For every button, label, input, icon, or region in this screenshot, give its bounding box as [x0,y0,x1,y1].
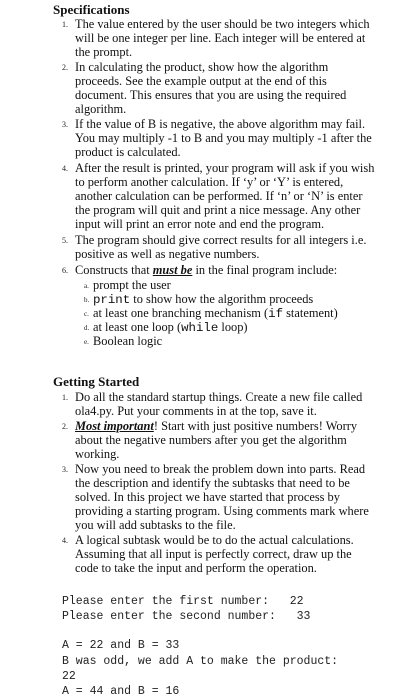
gs-item-3-line-4: providing a starting program. Using comments mark where [75,504,369,518]
subitem-c-text-end: statement) [283,306,338,320]
spec-item-3-line-1: If the value of B is negative, the above algorithm may fail. [75,117,366,131]
subitem-d-line [93,320,248,335]
spec-item-4-line-2: to perform another calculation. If ‘y’ or ‘Y’ is entered, [75,175,344,189]
spec-item-4-line-5: input will print an error note and end the program. [75,217,325,231]
spec-item-6-emphasis: must be [152,263,193,277]
spec-item-4-line-3: another calculation can be performed. If ‘n’ or ‘N’ is enter [75,189,363,203]
spec-item-2-line-3: document. This ensures that you are using the required [75,88,347,102]
gs-item-4-number: 4. [62,536,68,545]
sample-output-line-5: B was odd, we add A to make the product: [62,655,339,668]
spec-item-4-line-4: the program will quit and print a nice message. Any other [75,203,361,217]
subitem-d-text-end: loop) [218,320,248,334]
sample-output-line-1: Please enter the first number: 22 [62,595,304,608]
subitem-c-line [93,306,338,321]
spec-item-5-line-2: positive as well as negative numbers. [75,247,260,261]
spec-item-5-line-1: The program should give correct results for all integers i.e. [75,233,367,247]
subitem-a-letter: a. [84,282,89,290]
gs-item-4-line-3: code to take the input and perform the operation. [75,561,317,575]
gs-item-2-line-1 [75,419,357,433]
getting-started-heading: Getting Started [53,374,140,389]
subitem-b-text: to show how the algorithm proceeds [130,292,314,306]
subitem-d-letter: d. [84,324,90,332]
spec-item-3-number: 3. [62,120,68,129]
spec-item-3-line-3: product is calculated. [75,145,181,159]
subitem-c-code: if [268,307,284,321]
gs-item-3-line-2: the description and identify the subtasks that need to be [75,476,350,490]
gs-item-3-line-1: Now you need to break the problem down into parts. Read [75,462,366,476]
gs-item-1-line-1: Do all the standard startup things. Create a new file called [75,390,363,404]
subitem-d-text: at least one loop ( [93,320,182,334]
spec-item-2-line-4: algorithm. [75,102,127,116]
subitem-d-code: while [181,321,219,335]
subitem-b-letter: b. [84,296,90,304]
gs-item-1-number: 1. [62,393,68,402]
sample-output-line-6: 22 [62,670,76,683]
subitem-c-text: at least one branching mechanism ( [93,306,269,320]
spec-item-6-text-post: in the final program include: [192,263,338,277]
gs-item-4-line-1: A logical subtask would be to do the actual calculations. [75,533,354,547]
sample-output-line-4: A = 22 and B = 33 [62,639,180,652]
gs-item-1-line-2: ola4.py. Put your comments in at the top, save it. [75,404,317,418]
spec-item-4-number: 4. [62,164,68,173]
spec-item-1-line-2: will be one integer per line. Each integer will be entered at [75,31,366,45]
gs-item-2-number: 2. [62,422,68,431]
subitem-b-code: print [93,293,131,307]
subitem-c-letter: c. [84,310,89,318]
spec-item-1-line-1: The value entered by the user should be two integers which [75,17,370,31]
spec-item-3-line-2: You may multiply -1 to B and you may multiply -1 after the [75,131,372,145]
sample-output-line-7: A = 44 and B = 16 [62,685,180,698]
spec-item-1-line-3: the prompt. [75,45,133,59]
spec-item-5-number: 5. [62,236,68,245]
gs-item-3-number: 3. [62,465,68,474]
spec-item-2-number: 2. [62,63,68,72]
spec-item-6-number: 6. [62,266,68,275]
subitem-b-line [93,292,313,307]
gs-item-2-line-3: working. [75,447,120,461]
spec-item-2-line-2: proceeds. See the example output at the end of this [75,74,327,88]
spec-item-4-line-1: After the result is printed, your program will ask if you wish [75,161,375,175]
gs-item-2-text: ! Start with just positive numbers! Worry [153,419,358,433]
spec-item-6-line [75,263,337,277]
sample-output-line-2: Please enter the second number: 33 [62,610,311,623]
spec-item-2-line-1: In calculating the product, show how the algorithm [75,60,329,74]
gs-item-4-line-2: Assuming that all input is perfectly correct, draw up the [75,547,352,561]
specifications-heading: Specifications [53,2,130,17]
gs-item-2-line-2: about the negative numbers after you get the algorithm [75,433,347,447]
spec-item-6-text-pre: Constructs that [75,263,153,277]
gs-item-3-line-5: you will add subtasks to the file. [75,518,236,532]
gs-item-3-line-3: solved. In this project we have started that process by [75,490,340,504]
gs-item-2-emphasis: Most important [75,419,154,433]
spec-item-1-number: 1. [62,20,68,29]
subitem-e-text: Boolean logic [93,334,163,348]
subitem-a-text: prompt the user [93,278,171,292]
subitem-e-letter: e. [84,338,89,346]
